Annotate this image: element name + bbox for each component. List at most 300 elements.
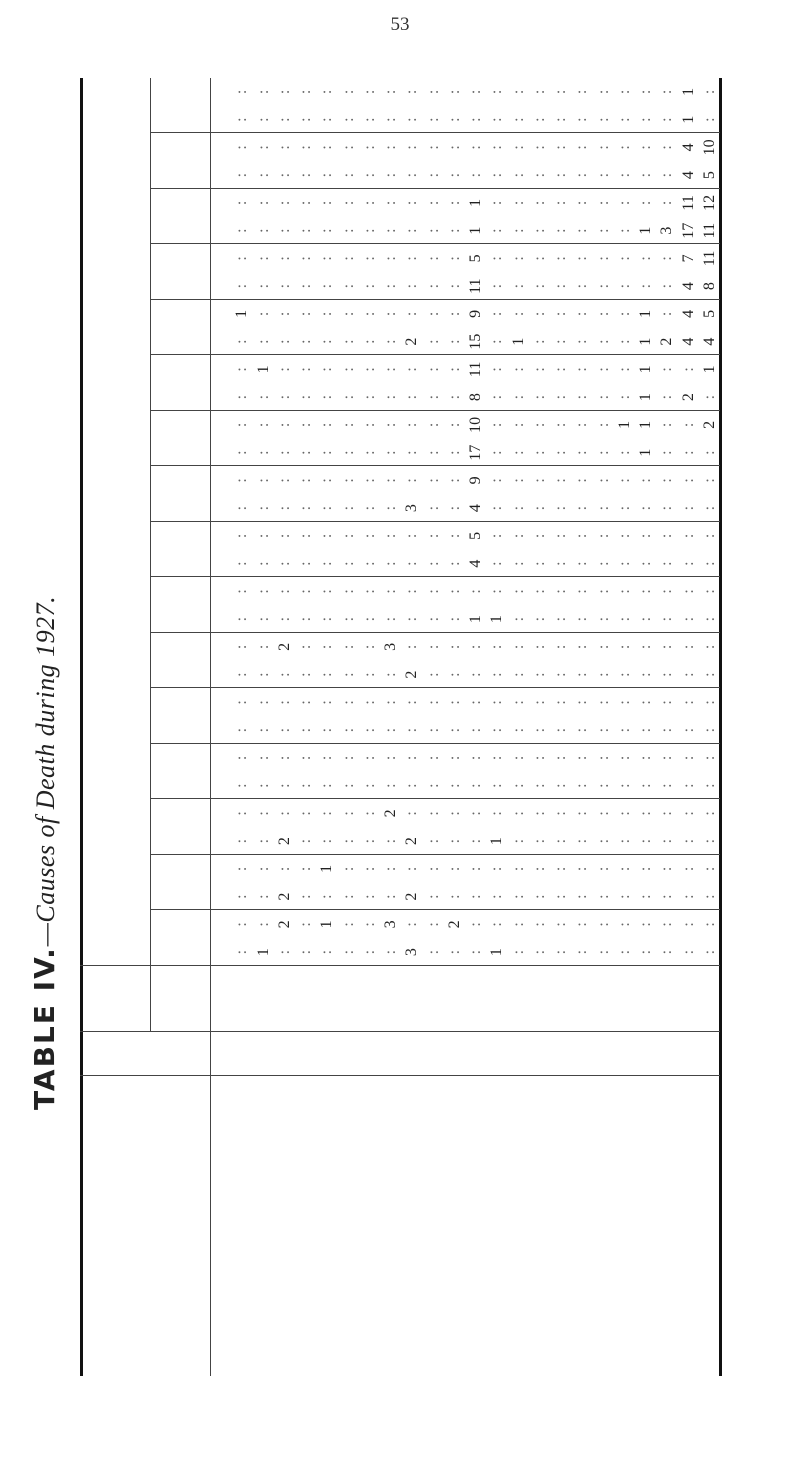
age-cell-f: : — [233, 700, 251, 705]
age-cell-f: : — [360, 533, 378, 539]
age-cell-f: : — [552, 922, 569, 927]
age-cell-m: 8 — [467, 393, 484, 402]
age-cell-f: : — [700, 478, 718, 483]
age-cell-f: : — [658, 922, 676, 927]
age-cell-f: : — [594, 367, 612, 372]
age-cell-m: : — [424, 394, 442, 400]
age-cell-m: : — [233, 283, 251, 289]
age-cell-m: : — [679, 894, 697, 899]
age-cell-m: : — [297, 172, 314, 178]
age-cell-m: : — [382, 727, 399, 733]
age-cell-m: : — [530, 838, 548, 844]
age-cell-m: : — [530, 283, 548, 289]
age-cell-f: : — [573, 866, 591, 872]
age-cell-f: : — [615, 89, 633, 95]
age-cell-f: : — [233, 589, 251, 594]
age-cell-f: : — [509, 866, 527, 872]
age-cell-f: : — [509, 367, 527, 372]
age-cell-m: : — [509, 561, 527, 566]
age-cell-m: : — [360, 894, 378, 899]
age-cell-f: : — [658, 533, 676, 539]
age-cell-f: : — [297, 367, 314, 372]
age-cell-m: : — [700, 450, 718, 455]
age-cell-m: 4 — [467, 504, 484, 513]
age-cell-f: : — [382, 589, 399, 594]
age-cell-m: : — [297, 949, 314, 955]
age-cell-f: 1 — [637, 365, 654, 374]
age-cell-m: : — [488, 672, 506, 677]
age-cell-f: : — [552, 589, 569, 594]
age-cell-m: : — [318, 450, 336, 455]
age-cell-m: : — [530, 783, 548, 788]
age-cell-m: 2 — [403, 337, 421, 346]
age-cell-f: : — [297, 922, 314, 927]
age-cell-f: : — [637, 256, 654, 261]
age-cell-f: : — [445, 589, 463, 594]
age-cell-m: : — [594, 616, 612, 622]
age-cell-m: : — [445, 283, 463, 289]
age-cell-f: : — [233, 256, 251, 261]
age-cell-m: : — [509, 949, 527, 955]
age-cell-f: : — [615, 922, 633, 927]
age-cell-f: : — [318, 589, 336, 594]
age-cell-m: : — [615, 394, 633, 400]
age-cell-f: : — [339, 922, 357, 927]
age-cell-f: : — [573, 811, 591, 816]
age-cell-m: : — [615, 727, 633, 733]
age-cell-f: : — [658, 89, 676, 95]
age-cell-f: : — [530, 200, 548, 206]
age-cell-m: : — [658, 783, 676, 788]
age-cell-f: : — [318, 644, 336, 650]
age-cell-f: : — [445, 422, 463, 428]
age-cell-f: 4 — [679, 309, 697, 318]
age-cell-f: : — [700, 700, 718, 705]
age-cell-m: : — [254, 783, 272, 788]
age-cell-m: 11 — [700, 222, 718, 239]
age-cell-f: : — [552, 755, 569, 761]
age-cell-f: : — [679, 644, 697, 650]
age-cell-f: 1 — [615, 420, 633, 429]
age-cell-m: : — [233, 783, 251, 788]
age-cell-f: : — [488, 533, 506, 539]
age-cell-f: : — [233, 478, 251, 483]
age-cell-f: : — [445, 700, 463, 705]
age-cell-f: : — [530, 922, 548, 927]
age-cell-f: 11 — [679, 195, 697, 211]
age-cell-m: 17 — [679, 222, 697, 239]
age-cell-m: : — [552, 616, 569, 622]
age-cell-f: : — [594, 89, 612, 95]
age-cell-f: : — [594, 866, 612, 872]
age-cell-f: : — [488, 478, 506, 483]
age-cell-f: : — [637, 811, 654, 816]
age-cell-f: 1 — [637, 309, 654, 318]
age-cell-f: : — [509, 200, 527, 206]
age-cell-m: 4 — [679, 282, 697, 291]
age-cell-f: 1 — [679, 87, 697, 96]
age-cell-m: : — [403, 616, 421, 622]
age-cell-m: : — [275, 283, 293, 289]
age-cell-m: : — [445, 949, 463, 955]
age-cell-f: 12 — [700, 194, 718, 211]
age-cell-f: : — [318, 700, 336, 705]
age-cell-m: : — [233, 394, 251, 400]
age-cell-m: : — [360, 228, 378, 233]
age-cell-m: : — [573, 339, 591, 344]
age-cell-m: : — [509, 894, 527, 899]
age-cell-m: : — [488, 894, 506, 899]
age-cell-f: : — [530, 89, 548, 95]
age-cell-m: : — [615, 838, 633, 844]
age-cell-f: : — [445, 256, 463, 261]
age-cell-m: : — [552, 949, 569, 955]
age-cell-f: : — [318, 422, 336, 428]
age-cell-f: : — [382, 866, 399, 872]
age-cell-m: : — [297, 783, 314, 788]
age-cell-m: : — [445, 172, 463, 178]
age-cell-f: : — [700, 811, 718, 816]
age-cell-m: : — [382, 505, 399, 511]
age-cell-f: : — [318, 200, 336, 206]
age-cell-m: 4 — [679, 171, 697, 180]
age-cell-m: : — [573, 117, 591, 122]
age-cell-f: : — [637, 644, 654, 650]
age-cell-f: : — [573, 478, 591, 483]
age-cell-m: : — [275, 672, 293, 677]
table-bottom-rule — [719, 78, 722, 1376]
age-cell-f: : — [254, 478, 272, 483]
age-cell-f: : — [594, 700, 612, 705]
age-cell-m: : — [339, 394, 357, 400]
age-cell-f: : — [403, 589, 421, 594]
age-cell-m: : — [403, 117, 421, 122]
age-cell-f: : — [700, 866, 718, 872]
age-cell-m: : — [339, 450, 357, 455]
age-cell-f: : — [637, 700, 654, 705]
age-cell-m: : — [700, 561, 718, 566]
age-cell-m: : — [275, 561, 293, 566]
age-cell-f: : — [382, 256, 399, 261]
age-cell-m: 15 — [467, 333, 484, 350]
age-cell-f: : — [318, 811, 336, 816]
age-cell-m: : — [552, 672, 569, 677]
age-cell-m: : — [275, 450, 293, 455]
age-cell-m: : — [297, 228, 314, 233]
age-cell-m: : — [467, 117, 484, 122]
age-cell-m: : — [488, 505, 506, 511]
age-cell-f: : — [509, 644, 527, 650]
age-cell-f: : — [552, 811, 569, 816]
age-cell-f: : — [552, 478, 569, 483]
age-cell-f: : — [360, 256, 378, 261]
age-cell-m: : — [297, 283, 314, 289]
age-cell-f: : — [339, 89, 357, 95]
age-cell-f: : — [594, 755, 612, 761]
age-cell-f: : — [509, 922, 527, 927]
age-cell-f: 1 — [318, 920, 336, 929]
age-cell-m: : — [382, 172, 399, 178]
age-cell-f: : — [424, 755, 442, 761]
age-cell-f: 1 — [467, 198, 484, 207]
age-cell-m: : — [700, 838, 718, 844]
age-cell-f: 3 — [382, 920, 399, 929]
age-cell-f: : — [509, 89, 527, 95]
age-cell-m: : — [573, 616, 591, 622]
age-cell-m: : — [658, 949, 676, 955]
total-subrule — [150, 966, 151, 1032]
age-cell-f: : — [424, 811, 442, 816]
age-cell-m: : — [233, 339, 251, 344]
age-cell-m: : — [275, 228, 293, 233]
age-cell-f: : — [573, 422, 591, 428]
age-cell-f: : — [530, 422, 548, 428]
age-cell-m: : — [318, 727, 336, 733]
age-cell-f: : — [488, 200, 506, 206]
age-cell-m: : — [615, 561, 633, 566]
age-cell-f: : — [360, 478, 378, 483]
age-cell-f: : — [594, 311, 612, 317]
age-cell-f: : — [658, 422, 676, 428]
age-cell-m: : — [382, 561, 399, 566]
age-cell-f: 3 — [382, 642, 399, 651]
table-title-rest: —Causes of Death during 1927. — [31, 595, 60, 947]
age-cell-f: : — [509, 533, 527, 539]
age-cell-m: 2 — [403, 892, 421, 901]
age-cell-m: : — [509, 172, 527, 178]
age-cell-m: : — [573, 949, 591, 955]
age-cell-m: : — [552, 228, 569, 233]
age-cell-m: : — [360, 727, 378, 733]
age-cell-f: 9 — [467, 476, 484, 485]
age-cell-m: : — [552, 339, 569, 344]
age-cell-f: : — [679, 589, 697, 594]
age-cell-f: : — [445, 811, 463, 816]
age-cell-m: : — [509, 283, 527, 289]
age-cell-m: : — [573, 283, 591, 289]
age-cell-m: : — [382, 394, 399, 400]
age-cell-m: : — [637, 727, 654, 733]
age-cell-m: : — [467, 949, 484, 955]
column-divider — [80, 1075, 720, 1076]
age-cell-m: : — [254, 505, 272, 511]
age-cell-f: : — [594, 200, 612, 206]
age-cell-f: : — [509, 311, 527, 317]
age-cell-m: : — [700, 727, 718, 733]
age-cell-m: : — [318, 561, 336, 566]
age-cell-f: : — [360, 145, 378, 150]
age-cell-f: : — [382, 145, 399, 150]
age-cell-m: : — [637, 949, 654, 955]
age-cell-f: : — [339, 533, 357, 539]
age-cell-m: : — [552, 783, 569, 788]
age-cell-m: : — [573, 394, 591, 400]
age-cell-f: : — [424, 922, 442, 927]
age-cell-f: : — [445, 478, 463, 483]
age-cell-m: : — [233, 894, 251, 899]
age-cell-f: : — [594, 256, 612, 261]
age-cell-f: : — [297, 145, 314, 150]
age-cell-f: : — [552, 145, 569, 150]
age-cell-m: : — [700, 949, 718, 955]
age-cell-m: : — [360, 450, 378, 455]
age-cell-m: : — [318, 505, 336, 511]
age-cell-f: : — [679, 922, 697, 927]
age-cell-f: : — [700, 922, 718, 927]
age-cell-m: : — [403, 172, 421, 178]
age-cell-m: : — [360, 505, 378, 511]
age-cell-m: : — [530, 727, 548, 733]
age-cell-m: : — [445, 339, 463, 344]
age-cell-f: : — [637, 866, 654, 872]
age-cell-f: : — [360, 367, 378, 372]
age-cell-f: : — [573, 589, 591, 594]
age-cell-m: : — [233, 117, 251, 122]
age-cell-m: : — [679, 561, 697, 566]
age-cell-m: : — [339, 838, 357, 844]
age-cell-m: 11 — [467, 278, 484, 294]
age-cell-f: : — [637, 589, 654, 594]
age-cell-f: : — [297, 256, 314, 261]
age-cell-m: : — [594, 783, 612, 788]
age-cell-m: : — [339, 949, 357, 955]
age-cell-m: : — [488, 450, 506, 455]
age-cell-f: : — [658, 478, 676, 483]
age-cell-f: : — [360, 922, 378, 927]
age-cell-m: : — [297, 339, 314, 344]
age-cell-m: : — [530, 339, 548, 344]
age-cell-m: 2 — [679, 393, 697, 402]
age-cell-m: : — [254, 394, 272, 400]
age-cell-m: : — [254, 228, 272, 233]
age-cell-f: : — [254, 89, 272, 95]
age-cell-f: : — [488, 922, 506, 927]
age-cell-f: : — [403, 367, 421, 372]
age-cell-f: : — [403, 644, 421, 650]
table-top-rule — [80, 78, 83, 1376]
age-cell-m: : — [615, 616, 633, 622]
age-cell-f: : — [615, 811, 633, 816]
age-cell-f: : — [297, 755, 314, 761]
age-cell-m: : — [254, 672, 272, 677]
age-cell-m: 8 — [700, 282, 718, 291]
age-cell-f: : — [233, 367, 251, 372]
age-cell-m: : — [637, 283, 654, 289]
age-cell-m: : — [658, 283, 676, 289]
age-cell-m: : — [233, 672, 251, 677]
age-cell-f: : — [360, 755, 378, 761]
age-cell-f: : — [467, 811, 484, 816]
age-cell-m: : — [552, 561, 569, 566]
age-cell-m: : — [488, 727, 506, 733]
age-cell-m: : — [318, 117, 336, 122]
age-cell-f: : — [509, 700, 527, 705]
age-cell-m: 1 — [509, 337, 527, 346]
age-cell-m: : — [424, 894, 442, 899]
age-cell-f: 1 — [254, 365, 272, 374]
age-cell-m: : — [233, 616, 251, 622]
age-cell-m: : — [594, 117, 612, 122]
age-cell-m: : — [594, 450, 612, 455]
age-cell-m: : — [445, 838, 463, 844]
age-cell-f: : — [700, 89, 718, 95]
age-cell-f: : — [360, 811, 378, 816]
ages-subrule — [150, 78, 151, 966]
age-cell-m: : — [339, 339, 357, 344]
age-cell-f: : — [424, 589, 442, 594]
age-cell-m: 1 — [467, 226, 484, 235]
age-cell-f: : — [275, 422, 293, 428]
age-cell-f: : — [679, 811, 697, 816]
age-cell-f: : — [658, 644, 676, 650]
age-cell-f: : — [318, 367, 336, 372]
age-cell-m: : — [530, 228, 548, 233]
age-cell-m: : — [488, 783, 506, 788]
age-cell-f: : — [275, 589, 293, 594]
age-cell-m: : — [297, 117, 314, 122]
age-cell-f: : — [339, 478, 357, 483]
age-cell-m: : — [637, 172, 654, 178]
age-cell-f: : — [275, 866, 293, 872]
age-cell-m: : — [445, 783, 463, 788]
age-cell-m: : — [360, 949, 378, 955]
age-cell-f: : — [615, 200, 633, 206]
age-cell-m: : — [530, 450, 548, 455]
age-cell-f: : — [254, 311, 272, 317]
age-cell-m: 1 — [679, 115, 697, 124]
age-cell-f: : — [339, 866, 357, 872]
age-cell-m: : — [297, 894, 314, 899]
age-cell-f: : — [382, 89, 399, 95]
age-cell-f: : — [403, 866, 421, 872]
age-cell-m: : — [594, 838, 612, 844]
age-cell-m: : — [297, 450, 314, 455]
age-cell-m: 2 — [403, 670, 421, 679]
age-cell-f: : — [679, 866, 697, 872]
age-cell-m: : — [403, 283, 421, 289]
age-cell-f: : — [530, 589, 548, 594]
age-cell-m: : — [275, 117, 293, 122]
age-cell-m: : — [382, 228, 399, 233]
age-cell-m: 17 — [467, 444, 484, 461]
age-cell-f: : — [403, 422, 421, 428]
age-cell-f: : — [233, 922, 251, 927]
age-cell-m: : — [658, 394, 676, 400]
age-cell-m: : — [445, 561, 463, 566]
age-cell-m: : — [637, 672, 654, 677]
age-cell-m: 1 — [637, 448, 654, 457]
age-cell-f: : — [658, 200, 676, 206]
age-cell-m: : — [445, 727, 463, 733]
age-cell-f: : — [467, 700, 484, 705]
age-cell-m: : — [594, 228, 612, 233]
age-cell-m: : — [403, 727, 421, 733]
age-cell-m: 3 — [658, 226, 676, 235]
age-cell-f: : — [424, 422, 442, 428]
page-number: 53 — [390, 14, 410, 35]
age-cell-f: : — [233, 533, 251, 539]
age-cell-m: : — [552, 117, 569, 122]
age-cell-f: : — [360, 700, 378, 705]
age-cell-m: : — [594, 339, 612, 344]
age-cell-f: : — [530, 811, 548, 816]
age-cell-m: : — [488, 172, 506, 178]
age-cell-m: : — [318, 672, 336, 677]
age-cell-f: : — [254, 644, 272, 650]
age-cell-f: : — [573, 700, 591, 705]
age-cell-f: : — [530, 311, 548, 317]
age-cell-m: : — [509, 672, 527, 677]
